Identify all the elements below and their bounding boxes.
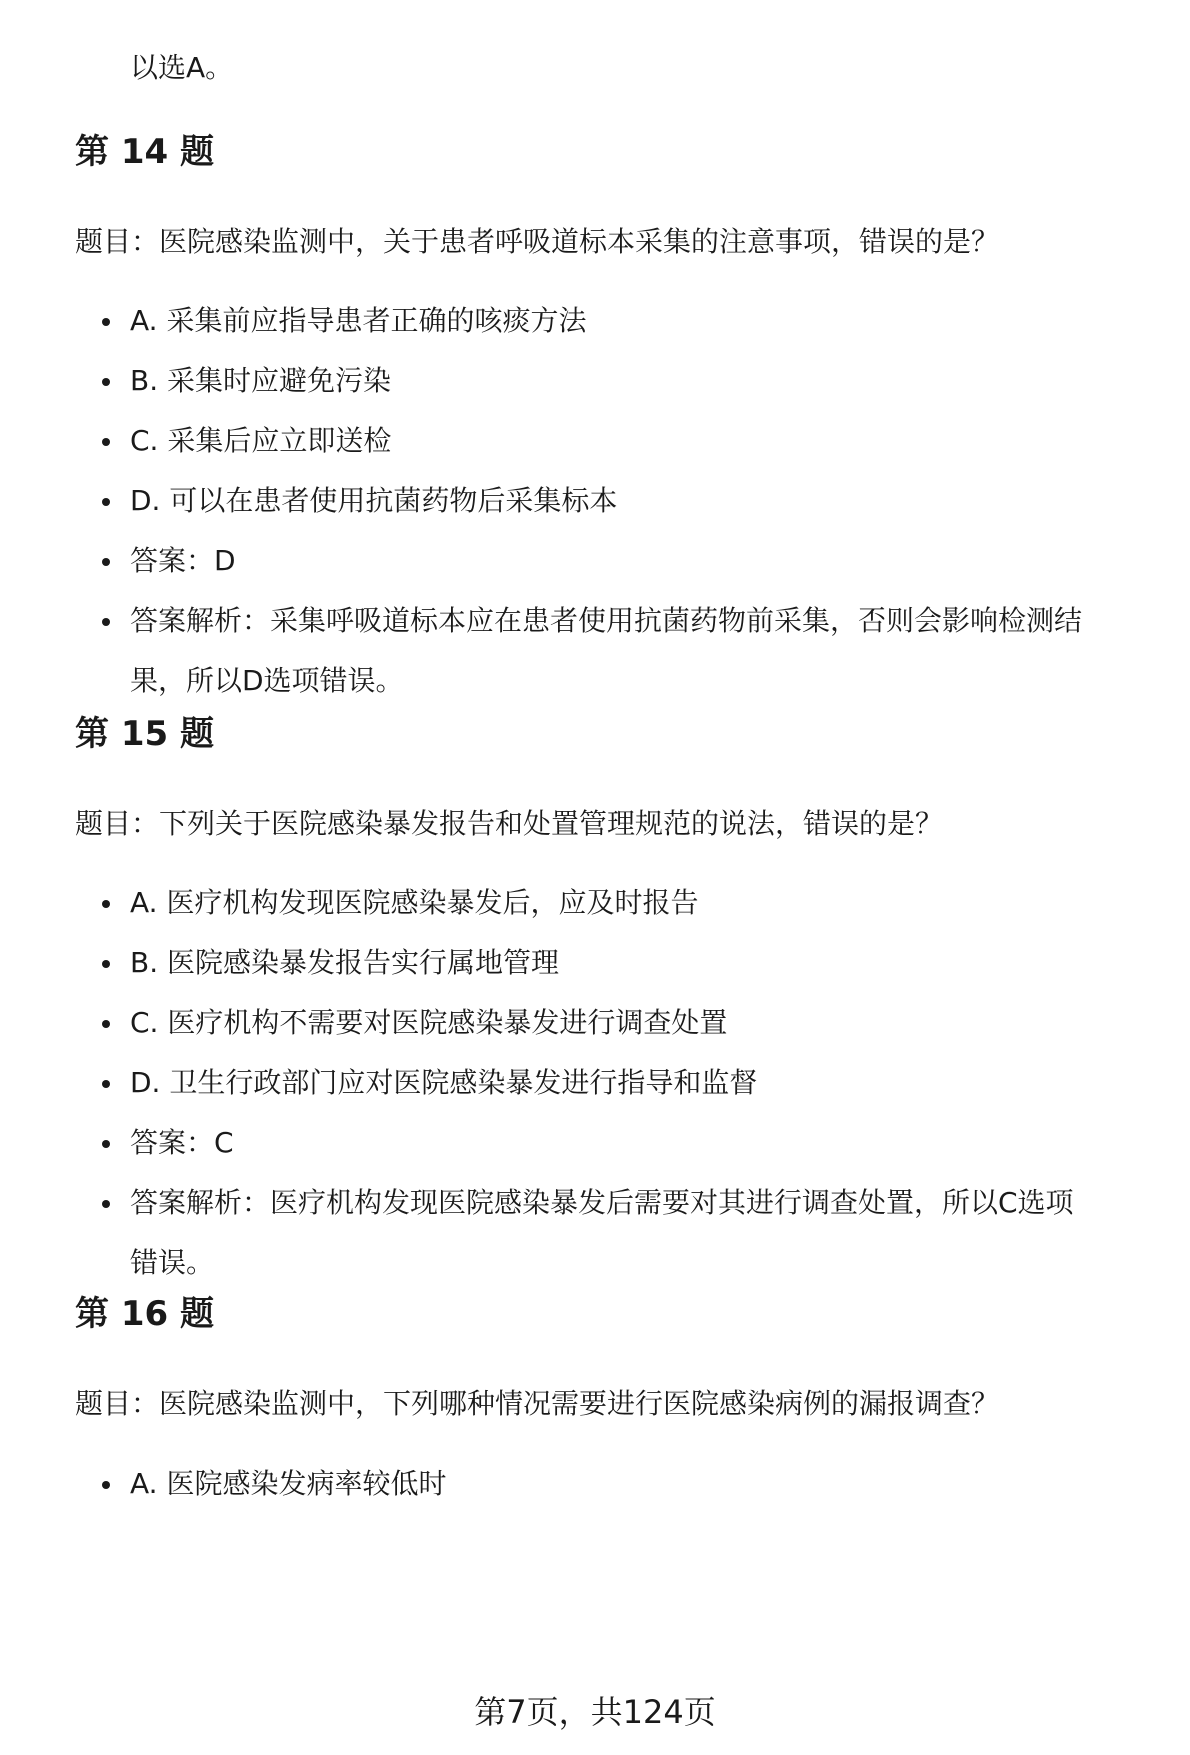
option-a: A. 医疗机构发现医院感染暴发后，应及时报告 — [130, 873, 1190, 933]
answer: 答案：D — [130, 531, 1190, 591]
option-b: B. 采集时应避免污染 — [130, 351, 1190, 411]
option-b: B. 医院感染暴发报告实行属地管理 — [130, 933, 1190, 993]
question-16 — [75, 1292, 1165, 1336]
analysis-line-2: 错误。 — [130, 1246, 215, 1279]
option-c: C. 采集后应立即送检 — [130, 411, 1190, 471]
option-d: D. 可以在患者使用抗菌药物后采集标本 — [130, 471, 1190, 531]
question-title: 第 15 题 — [75, 714, 214, 754]
option-a: A. 医院感染发病率较低时 — [130, 1454, 1190, 1514]
option-list — [130, 1454, 1190, 1514]
analysis-line-1: 答案解析：采集呼吸道标本应在患者使用抗菌药物前采集，否则会影响检测结 — [130, 604, 1083, 637]
answer-analysis — [130, 1173, 1190, 1293]
answer: 答案：C — [130, 1113, 1190, 1173]
question-title: 第 14 题 — [75, 132, 214, 172]
answer-analysis — [130, 591, 1190, 711]
option-list — [130, 873, 1190, 1293]
option-a: A. 采集前应指导患者正确的咳痰方法 — [130, 291, 1190, 351]
continuation-text: 以选A。 — [130, 51, 234, 84]
option-c: C. 医疗机构不需要对医院感染暴发进行调查处置 — [130, 993, 1190, 1053]
analysis-line-2: 果，所以D选项错误。 — [130, 664, 404, 697]
question-stem: 题目：下列关于医院感染暴发报告和处置管理规范的说法，错误的是？ — [75, 807, 944, 840]
question-stem: 题目：医院感染监测中，下列哪种情况需要进行医院感染病例的漏报调查？ — [75, 1387, 1000, 1420]
question-14 — [75, 130, 1165, 174]
page-footer: 第7页，共124页 — [474, 1693, 716, 1731]
option-d: D. 卫生行政部门应对医院感染暴发进行指导和监督 — [130, 1053, 1190, 1113]
question-15 — [75, 712, 1165, 756]
question-stem: 题目：医院感染监测中，关于患者呼吸道标本采集的注意事项，错误的是？ — [75, 225, 1000, 258]
option-list — [130, 291, 1190, 711]
question-title: 第 16 题 — [75, 1294, 214, 1334]
analysis-line-1: 答案解析：医疗机构发现医院感染暴发后需要对其进行调查处置，所以C选项 — [130, 1186, 1074, 1219]
